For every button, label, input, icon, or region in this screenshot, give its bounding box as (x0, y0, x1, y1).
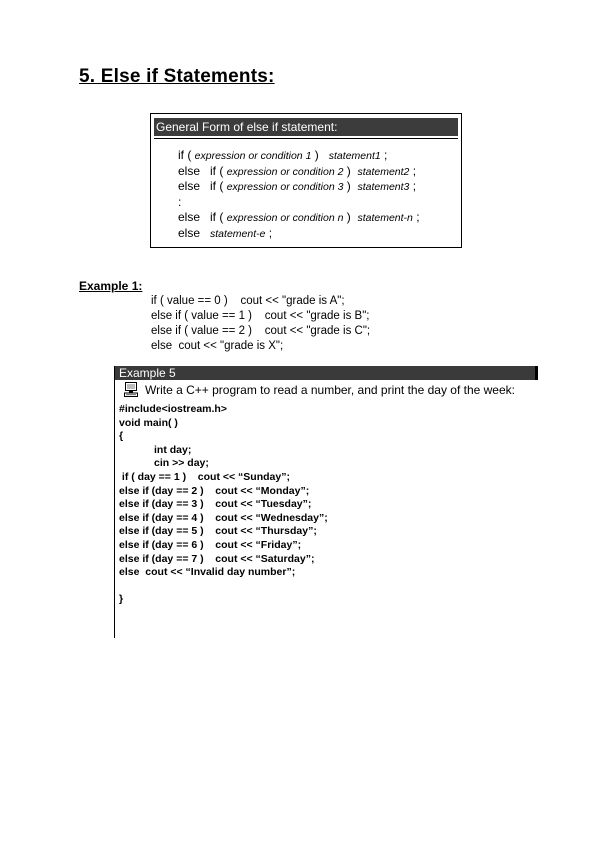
computer-icon (124, 382, 138, 397)
code-line: void main( ) (119, 416, 178, 429)
example5-label: Example 5 (119, 366, 176, 380)
code-line: } (119, 593, 124, 606)
code-line: { (119, 430, 124, 443)
example5-description: Write a C++ program to read a number, and print the day of the week: (145, 383, 515, 397)
code-line: else if ( value == 2 ) cout << "grade is C"; (151, 325, 371, 337)
general-form-line: else statement-e ; (178, 225, 273, 240)
code-line: else if (day == 6 ) cout << “Friday”; (119, 538, 302, 551)
code-line: else if (day == 2 ) cout << “Monday”; (119, 484, 310, 497)
code-line (119, 580, 328, 594)
code-line: cin >> day; (119, 457, 209, 470)
general-form-line: else if ( expression or condition 2 ) statement2 ; (178, 163, 417, 178)
example1-code (151, 294, 370, 354)
code-line: if ( day == 1 ) cout << “Sunday”; (119, 470, 290, 483)
code-line: else cout << “Invalid day number”; (119, 566, 296, 579)
general-form-line: if ( expression or condition 1 ) statement1 ; (178, 148, 388, 162)
code-line: if ( value == 0 ) cout << "grade is A"; (151, 295, 345, 307)
code-line: int day; (119, 443, 192, 456)
general-form-line: else if ( expression or condition n ) statement-n ; (178, 210, 420, 224)
general-form-box (150, 113, 462, 248)
general-form-line: : (178, 194, 182, 209)
section-heading: 5. Else if Statements: (79, 66, 275, 87)
code-line: else if (day == 3 ) cout << “Tuesday”; (119, 498, 312, 511)
title-bar-end (535, 366, 538, 380)
example5-code (119, 403, 328, 607)
code-line: else cout << "grade is X"; (151, 340, 284, 352)
example5-panel (114, 366, 538, 638)
example5-left-border (114, 366, 115, 638)
general-form-title: General Form of else if statement: (154, 118, 458, 136)
code-line: else if (day == 7 ) cout << “Saturday”; (119, 552, 315, 565)
code-line: else if ( value == 1 ) cout << "grade is B"; (151, 310, 370, 322)
example5-title-bar (114, 366, 538, 380)
code-line: #include<iostream.h> (119, 403, 227, 415)
code-line: else if (day == 4 ) cout << “Wednesday”; (119, 511, 328, 524)
general-form-line: else if ( expression or condition 3 ) statement3 ; (178, 179, 417, 193)
code-line: else if (day == 5 ) cout << “Thursday”; (119, 525, 317, 538)
general-form-lines (178, 148, 420, 241)
example1-label: Example 1: (79, 279, 143, 293)
